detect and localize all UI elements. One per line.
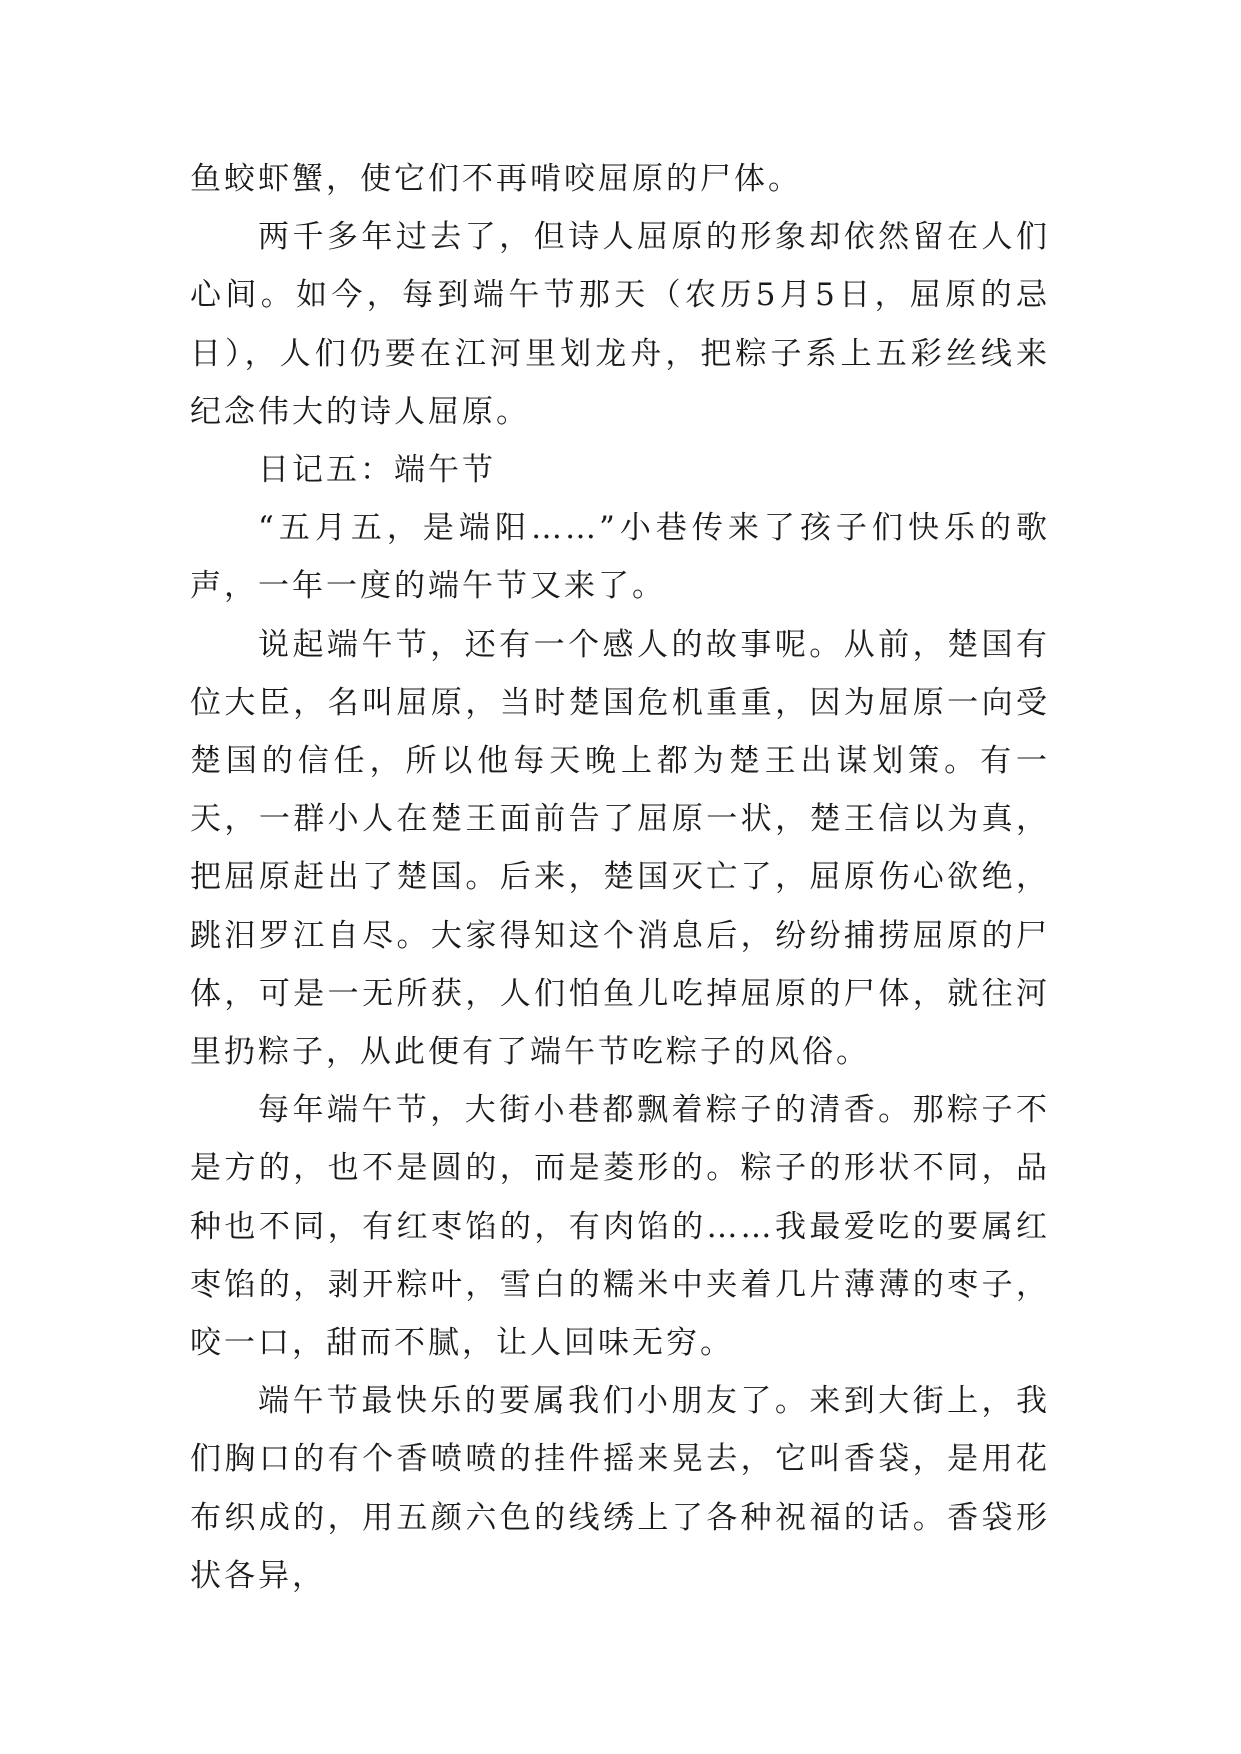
document-body [190,150,1050,1605]
paragraph-zongzi: 每年端午节，大街小巷都飘着粽子的清香。那粽子不是方的，也不是圆的，而是菱形的。粽子的形状不同，品种也不同，有红枣馅的，有肉馅的……我最爱吃的要属红枣馅的，剥开粽叶，雪白的糯米中夹着几片薄薄的枣子，咬一口，甜而不腻，让人回味无穷。 [190,1092,1050,1362]
paragraph-qu-yuan-story: 说起端午节，还有一个感人的故事呢。从前，楚国有位大臣，名叫屈原，当时楚国危机重重，因为屈原一向受楚国的信任，所以他每天晚上都为楚王出谋划策。有一天，一群小人在楚王面前告了屈原一状，楚王信以为真，把屈原赶出了楚国。后来，楚国灭亡了，屈原伤心欲绝，跳汨罗江自尽。大家得知这个消息后，纷纷捕捞屈原的尸体，可是一无所获，人们怕鱼儿吃掉屈原的尸体，就往河里扔粽子，从此便有了端午节吃粽子的风俗。 [190,626,1050,1071]
paragraph-song-intro: “五月五，是端阳……”小巷传来了孩子们快乐的歌声，一年一度的端午节又来了。 [190,510,1050,605]
paragraph-dragon-boat-memorial: 两千多年过去了，但诗人屈原的形象却依然留在人们心间。如今，每到端午节那天（农历5月5日，屈原的忌日），人们仍要在江河里划龙舟，把粽子系上五彩丝线来纪念伟大的诗人屈原。 [190,219,1050,430]
diary-heading: 日记五：端午节 [258,452,496,489]
paragraph-sachet: 端午节最快乐的要属我们小朋友了。来到大街上，我们胸口的有个香喷喷的挂件摇来晃去，它叫香袋，是用花布织成的，用五颜六色的线绣上了各种祝福的话。香袋形状各异， [190,1383,1050,1594]
paragraph-continuation: 鱼蛟虾蟹，使它们不再啃咬屈原的尸体。 [190,161,802,197]
